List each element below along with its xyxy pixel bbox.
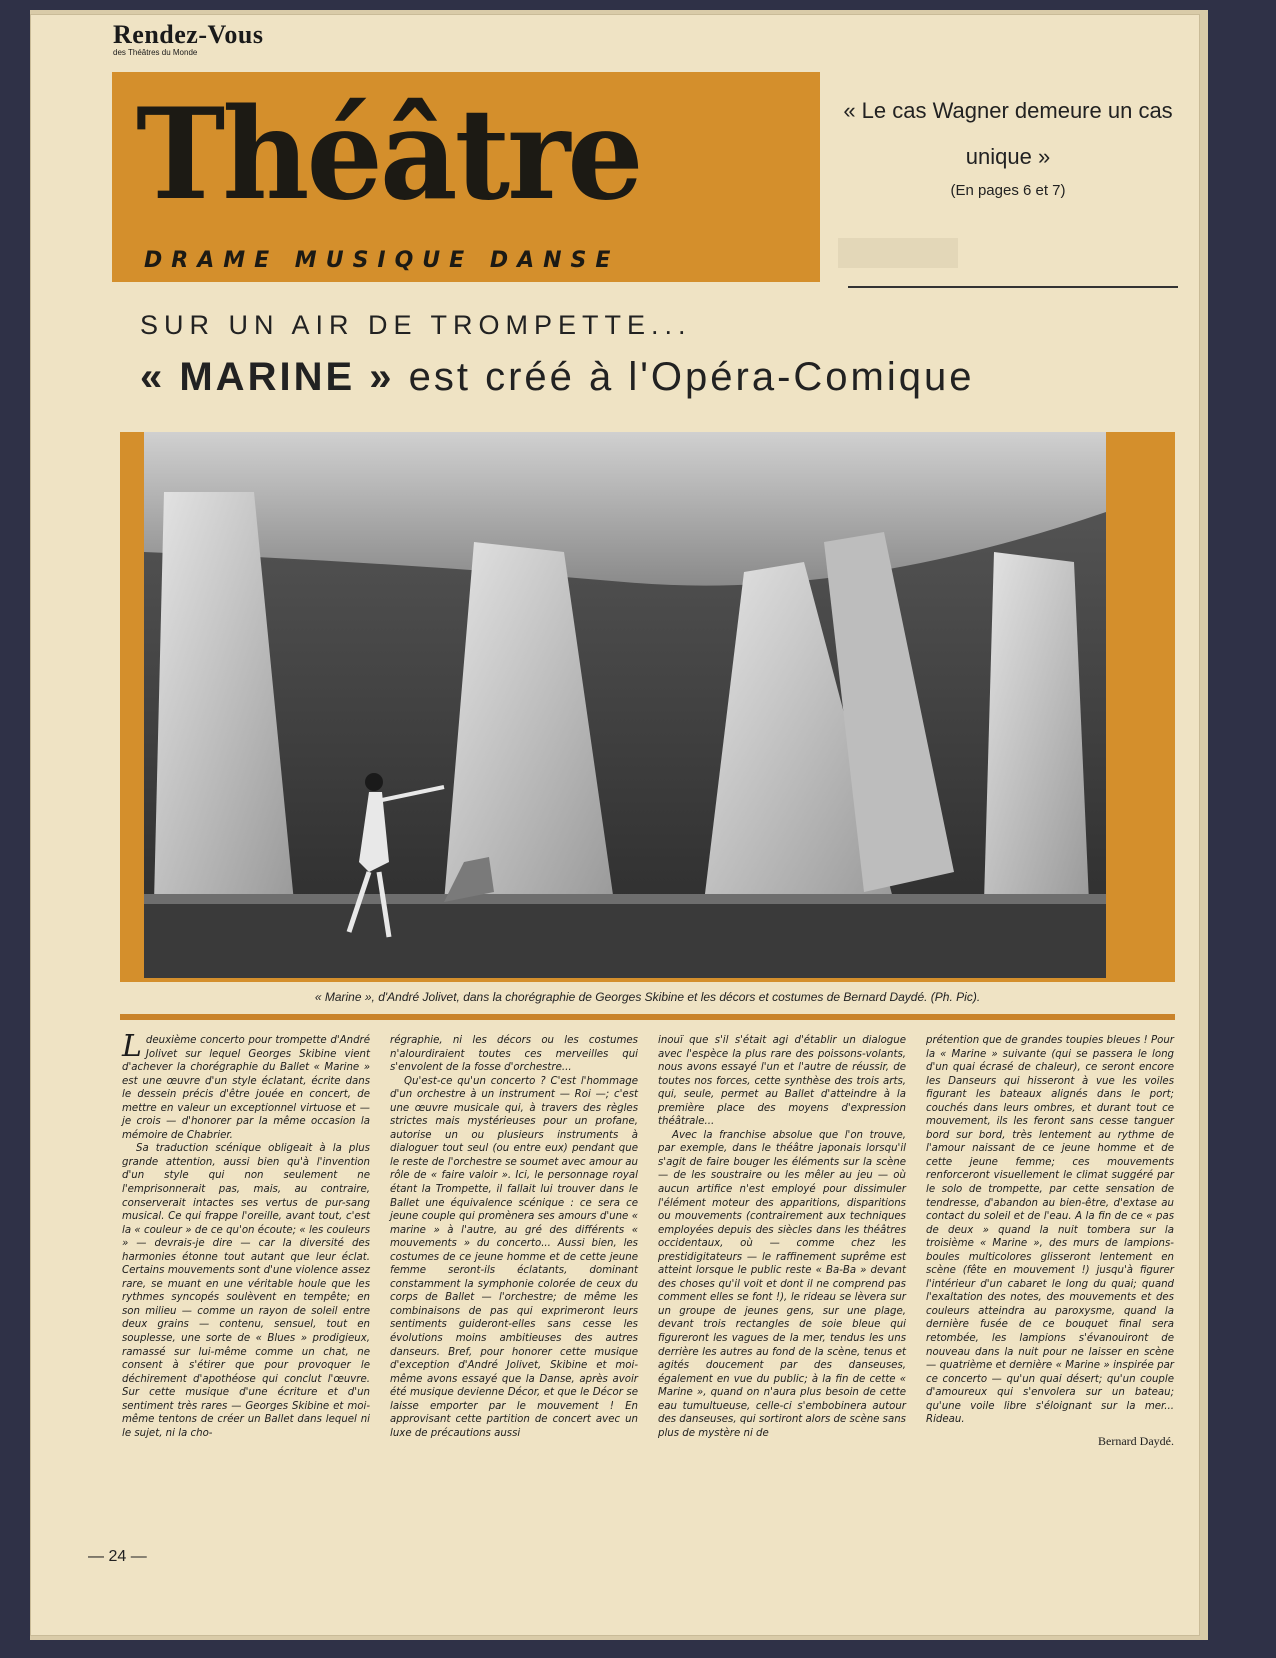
article-column-3: [658, 1034, 906, 1440]
teaser-quote: « Le cas Wagner demeure un cas unique »: [843, 98, 1173, 169]
dropcap: L: [122, 1029, 142, 1064]
masthead-title: Théâtre: [136, 80, 641, 229]
article-column-1: [122, 1029, 370, 1440]
ballet-stage-illustration: [144, 432, 1106, 978]
article-author: Bernard Daydé.: [1098, 1433, 1174, 1448]
article-paragraph: Avec la franchise absolue que l'on trouve, par exemple, dans le théâtre japonais lorsqu'il s'agit de faire bouger les éléments sur la scène — de les soustraire ou les mêler au jeu — où aucun artifice n'est employé pour dissimuler l'élément moteur des apparitions, disparitions ou mouvements (contrairement aux techniques employées depuis des siècles dans les théâtres occidentaux, où — comme chez les prestidigitateurs — le raffinement suprême est atteint lorsque le public reste « Ba-Ba » devant des choses qu'il voit et dont il ne comprend pas comment elles se font !), le rideau se lèvera sur un groupe de jeunes gens, sur une plage, devant trois rectangles de soie bleue qui figureront les vagues de la mer, tendus les uns derrière les autres au fond de la scène, tenus et agités doucement par des danseuses, également en vue du public; à la fin de cette « Marine », quand on n'aura plus besoin de cette eau tumultueuse, celle-ci s'embobinera autour des danseuses, qui sortiront alors de scène sans plus de mystère ni de: [658, 1129, 906, 1439]
article-column-4: [926, 1034, 1174, 1448]
photo-caption: « Marine », d'André Jolivet, dans la chorégraphie de Georges Skibine et les décors et costumes de Bernard Daydé. (Ph. Pic).: [314, 990, 981, 1004]
headline-rest: est créé à l'Opéra-Comique: [408, 355, 975, 399]
headline: [140, 355, 974, 400]
photo-frame: [120, 432, 1175, 982]
teaser-pages: (En pages 6 et 7): [950, 182, 1066, 199]
rendez-vous-logo: [113, 20, 263, 57]
article-paragraph: Sa traduction scénique obligeait à la plus grande attention, aussi bien qu'à l'invention d'un style qui non seulement ne l'emprisonnerait pas, mais, au contraire, conserverait intactes ses vertus de pur-sang musical. Ce qui frappe l'oreille, avant tout, c'est la « couleur » de ce qu'on écoute; « les couleurs » — devrais-je dire — car la diversité des harmonies étonne tout autant que leur éclat. Certains mouvements sont d'une violence assez rare, se muant en une véritable houle que les rythmes syncopés soulèvent en tempête; en son milieu — comme un rayon de soleil entre deux grains — contenu, sensuel, tout en souplesse, une sorte de « Blues » prodigieux, ramassé sur lui-même comme un chat, ne consent à s'étirer que pour provoquer le déchirement d'apothéose qui conclut l'œuvre. Sur cette musique d'une écriture et d'un sentiment très rares — Georges Skibine et moi-même tentons de créer un Ballet dans lequel ni le sujet, ni la cho-: [122, 1143, 370, 1439]
logo-main: Rendez-Vous: [113, 20, 264, 49]
masthead-subtitle: DRAME MUSIQUE DANSE: [144, 248, 620, 273]
logo-sub: des Théâtres du Monde: [113, 48, 198, 57]
headline-marine: « MARINE »: [140, 355, 395, 399]
page-number: — 24 —: [88, 1548, 147, 1565]
teaser-rule: [848, 286, 1178, 288]
article-paragraph: Ldeuxième concerto pour trompette d'André Jolivet sur lequel Georges Skibine vient d'achever la chorégraphie du Ballet « Marine » est une œuvre d'un style éclatant, écrite dans le dessein précis d'être jouée en concert, de mettre en valeur un exceptionnel virtuose et — je crois — d'honorer par la même occasion la mémoire de Chabrier.: [122, 1029, 370, 1141]
article-paragraph: Qu'est-ce qu'un concerto ? C'est l'hommage d'un orchestre à un instrument — Roi —; c'est une œuvre musicale qui, à travers des règles strictes mais mystérieuses pour un profane, autorise un ou plusieurs instruments à dialoguer tout seul (ou entre eux) pendant que le reste de l'orchestre se soumet avec amour au rôle de « faire valoir ». Ici, le personnage royal étant la Trompette, il fallait lui trouver dans le Ballet une équivalence scénique : ce sera ce jeune couple qui promènera ses amours d'une « marine » à l'autre, au gré des différents « mouvements » du concerto... Aussi bien, les costumes de ce jeune homme et de cette jeune femme seront-ils éclatants, dominant constamment la symphonie colorée de ceux du corps de Ballet — l'orchestre; de même les combinaisons de pas qui exprimeront leurs sentiments guideront-elles sans cesse les évolutions moins ambitieuses des autres danseurs. Bref, pour honorer cette musique d'exception d'André Jolivet, Skibine et moi-même avons essayé que la Danse, après avoir été musique devienne Décor, et que le Décor se laisse emporter par le mouvement ! En approvisant cette partition de concert avec un luxe de précautions aussi: [390, 1075, 638, 1439]
article-paragraph: inouï que s'il s'était agi d'établir un dialogue avec l'espèce la plus rare des poissons-volants, nous avons essayé l'un et l'autre de réussir, de toutes nos forces, cette synthèse des trois arts, qui, seule, permet au Ballet d'atteindre à la première place des moyens d'expression théâtrale...: [658, 1035, 906, 1128]
article-column-2: [390, 1034, 638, 1440]
teaser-box: [838, 88, 1178, 288]
kicker: SUR UN AIR DE TROMPETTE...: [140, 310, 692, 340]
caption-rule: [120, 1014, 1175, 1020]
article-paragraph: prétention que de grandes toupies bleues ! Pour la « Marine » suivante (qui se passera le long d'un quai écrasé de chaleur), ce seront encore les Danseurs qui hisseront à vue les voiles figurant les bateaux alignés dans le port; couchés dans leurs ombres, et durant tout ce mouvement, ils les feront sans cesse tanguer bord sur bord, très lentement au rythme de l'amour naissant de ce jeune homme et de cette jeune femme; ces mouvements renforceront visuellement le climat suggéré par le solo de trompette, par cette sensation de tendresse, d'abandon au bien-être, d'extase au contact du soleil et de l'eau. A la fin de ce « pas de deux » quand la nuit tombera sur la troisième « Marine », des murs de lampions-boules multicolores glisseront lentement en scène (fête en mouvement !) jusqu'à figurer l'intérieur d'un cabaret le long du quai; quand l'exaltation des notes, des mouvements et des couleurs atteindra au paroxysme, quand la dernière fusée de ce bouquet final sera retombée, les lampions s'évanouiront de nouveau dans la nuit pour ne laisser en scène — quatrième et dernière « Marine » inspirée par ce concerto — qu'un quai désert; qu'un couple d'amoureux qui s'envolera sur un bateau; qu'une voile libre s'éloignant sur la mer... Rideau.: [926, 1035, 1174, 1426]
ballet-photo: [144, 432, 1106, 978]
article-paragraph: régraphie, ni les décors ou les costumes n'alourdiraient toutes ces merveilles qui s'envolent de la fosse d'orchestre...: [390, 1035, 638, 1074]
article-body: [118, 1029, 1174, 1534]
masthead-banner: [112, 72, 820, 282]
